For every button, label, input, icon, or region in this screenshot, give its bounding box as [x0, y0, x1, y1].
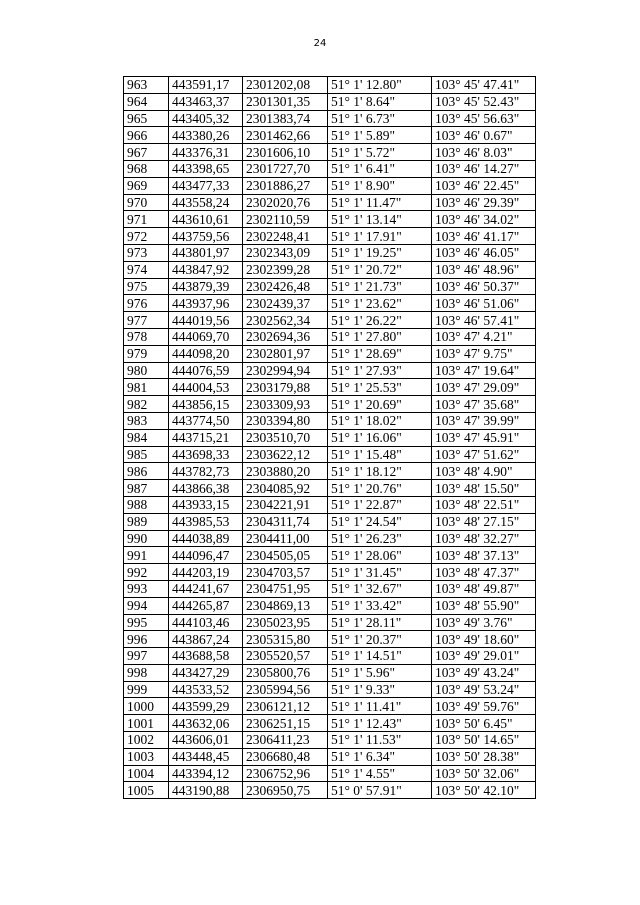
table-row	[124, 698, 536, 715]
y-coordinate-cell: 2303309,93	[243, 396, 328, 413]
y-coordinate-cell: 2301301,35	[243, 93, 328, 110]
point-number-cell: 1003	[124, 748, 169, 765]
point-number-cell: 983	[124, 412, 169, 429]
latitude-cell: 51° 1' 19.25"	[328, 244, 432, 261]
point-number-cell: 975	[124, 278, 169, 295]
latitude-cell: 51° 1' 20.72"	[328, 261, 432, 278]
longitude-cell: 103° 48' 49.87"	[432, 580, 536, 597]
table-row	[124, 446, 536, 463]
longitude-cell: 103° 49' 3.76"	[432, 614, 536, 631]
y-coordinate-cell: 2302020,76	[243, 194, 328, 211]
table-row	[124, 93, 536, 110]
x-coordinate-cell: 443558,24	[169, 194, 243, 211]
longitude-cell: 103° 46' 48.96"	[432, 261, 536, 278]
y-coordinate-cell: 2303622,12	[243, 446, 328, 463]
table-row	[124, 782, 536, 799]
latitude-cell: 51° 1' 14.51"	[328, 648, 432, 665]
table-row	[124, 345, 536, 362]
y-coordinate-cell: 2302399,28	[243, 261, 328, 278]
table-row	[124, 648, 536, 665]
table-row	[124, 396, 536, 413]
table-row	[124, 429, 536, 446]
x-coordinate-cell: 443866,38	[169, 480, 243, 497]
x-coordinate-cell: 444076,59	[169, 362, 243, 379]
x-coordinate-cell: 443632,06	[169, 715, 243, 732]
y-coordinate-cell: 2305994,56	[243, 681, 328, 698]
table-row	[124, 463, 536, 480]
point-number-cell: 979	[124, 345, 169, 362]
longitude-cell: 103° 46' 14.27"	[432, 160, 536, 177]
y-coordinate-cell: 2304411,00	[243, 530, 328, 547]
table-row	[124, 160, 536, 177]
longitude-cell: 103° 47' 19.64"	[432, 362, 536, 379]
longitude-cell: 103° 45' 56.63"	[432, 110, 536, 127]
latitude-cell: 51° 1' 11.53"	[328, 732, 432, 749]
table-row	[124, 664, 536, 681]
x-coordinate-cell: 443405,32	[169, 110, 243, 127]
x-coordinate-cell: 444019,56	[169, 312, 243, 329]
table-row	[124, 177, 536, 194]
longitude-cell: 103° 46' 50.37"	[432, 278, 536, 295]
latitude-cell: 51° 1' 12.43"	[328, 715, 432, 732]
table-row	[124, 748, 536, 765]
x-coordinate-cell: 443847,92	[169, 261, 243, 278]
latitude-cell: 51° 1' 18.12"	[328, 463, 432, 480]
y-coordinate-cell: 2302801,97	[243, 345, 328, 362]
y-coordinate-cell: 2303394,80	[243, 412, 328, 429]
x-coordinate-cell: 444038,89	[169, 530, 243, 547]
longitude-cell: 103° 46' 41.17"	[432, 228, 536, 245]
point-number-cell: 985	[124, 446, 169, 463]
y-coordinate-cell: 2304311,74	[243, 513, 328, 530]
y-coordinate-cell: 2302694,36	[243, 328, 328, 345]
point-number-cell: 988	[124, 496, 169, 513]
x-coordinate-cell: 443985,53	[169, 513, 243, 530]
table-row	[124, 496, 536, 513]
latitude-cell: 51° 1' 13.14"	[328, 211, 432, 228]
longitude-cell: 103° 48' 55.90"	[432, 597, 536, 614]
longitude-cell: 103° 48' 37.13"	[432, 547, 536, 564]
longitude-cell: 103° 49' 59.76"	[432, 698, 536, 715]
x-coordinate-cell: 443463,37	[169, 93, 243, 110]
latitude-cell: 51° 1' 15.48"	[328, 446, 432, 463]
longitude-cell: 103° 45' 47.41"	[432, 77, 536, 94]
point-number-cell: 978	[124, 328, 169, 345]
point-number-cell: 991	[124, 547, 169, 564]
coordinates-table	[123, 76, 536, 799]
x-coordinate-cell: 444265,87	[169, 597, 243, 614]
point-number-cell: 965	[124, 110, 169, 127]
y-coordinate-cell: 2302994,94	[243, 362, 328, 379]
latitude-cell: 51° 1' 26.23"	[328, 530, 432, 547]
x-coordinate-cell: 443606,01	[169, 732, 243, 749]
y-coordinate-cell: 2302110,59	[243, 211, 328, 228]
latitude-cell: 51° 1' 25.53"	[328, 379, 432, 396]
point-number-cell: 968	[124, 160, 169, 177]
longitude-cell: 103° 46' 8.03"	[432, 144, 536, 161]
point-number-cell: 995	[124, 614, 169, 631]
table-row	[124, 480, 536, 497]
point-number-cell: 997	[124, 648, 169, 665]
table-row	[124, 530, 536, 547]
table-row	[124, 715, 536, 732]
x-coordinate-cell: 443394,12	[169, 765, 243, 782]
point-number-cell: 1004	[124, 765, 169, 782]
y-coordinate-cell: 2304085,92	[243, 480, 328, 497]
longitude-cell: 103° 50' 28.38"	[432, 748, 536, 765]
longitude-cell: 103° 50' 6.45"	[432, 715, 536, 732]
y-coordinate-cell: 2302439,37	[243, 295, 328, 312]
table-row	[124, 312, 536, 329]
y-coordinate-cell: 2302248,41	[243, 228, 328, 245]
table-row	[124, 580, 536, 597]
latitude-cell: 51° 1' 4.55"	[328, 765, 432, 782]
x-coordinate-cell: 443856,15	[169, 396, 243, 413]
x-coordinate-cell: 444103,46	[169, 614, 243, 631]
longitude-cell: 103° 46' 46.05"	[432, 244, 536, 261]
table-row	[124, 362, 536, 379]
point-number-cell: 989	[124, 513, 169, 530]
point-number-cell: 972	[124, 228, 169, 245]
table-row	[124, 194, 536, 211]
y-coordinate-cell: 2301727,70	[243, 160, 328, 177]
y-coordinate-cell: 2304869,13	[243, 597, 328, 614]
latitude-cell: 51° 1' 33.42"	[328, 597, 432, 614]
y-coordinate-cell: 2303179,88	[243, 379, 328, 396]
latitude-cell: 51° 1' 6.34"	[328, 748, 432, 765]
longitude-cell: 103° 47' 45.91"	[432, 429, 536, 446]
x-coordinate-cell: 444203,19	[169, 564, 243, 581]
point-number-cell: 971	[124, 211, 169, 228]
y-coordinate-cell: 2301202,08	[243, 77, 328, 94]
x-coordinate-cell: 443190,88	[169, 782, 243, 799]
latitude-cell: 51° 1' 21.73"	[328, 278, 432, 295]
x-coordinate-cell: 443879,39	[169, 278, 243, 295]
page-number: 24	[313, 38, 327, 49]
y-coordinate-cell: 2302426,48	[243, 278, 328, 295]
latitude-cell: 51° 1' 8.64"	[328, 93, 432, 110]
coordinates-table-body	[124, 77, 536, 799]
latitude-cell: 51° 1' 27.80"	[328, 328, 432, 345]
table-row	[124, 228, 536, 245]
x-coordinate-cell: 444096,47	[169, 547, 243, 564]
latitude-cell: 51° 1' 5.89"	[328, 127, 432, 144]
longitude-cell: 103° 48' 47.37"	[432, 564, 536, 581]
y-coordinate-cell: 2306752,96	[243, 765, 328, 782]
x-coordinate-cell: 443398,65	[169, 160, 243, 177]
point-number-cell: 1002	[124, 732, 169, 749]
latitude-cell: 51° 1' 18.02"	[328, 412, 432, 429]
x-coordinate-cell: 443448,45	[169, 748, 243, 765]
latitude-cell: 51° 1' 24.54"	[328, 513, 432, 530]
latitude-cell: 51° 1' 20.69"	[328, 396, 432, 413]
longitude-cell: 103° 47' 35.68"	[432, 396, 536, 413]
y-coordinate-cell: 2302343,09	[243, 244, 328, 261]
y-coordinate-cell: 2303880,20	[243, 463, 328, 480]
longitude-cell: 103° 47' 9.75"	[432, 345, 536, 362]
latitude-cell: 51° 1' 31.45"	[328, 564, 432, 581]
y-coordinate-cell: 2306411,23	[243, 732, 328, 749]
x-coordinate-cell: 444069,70	[169, 328, 243, 345]
y-coordinate-cell: 2305800,76	[243, 664, 328, 681]
longitude-cell: 103° 46' 57.41"	[432, 312, 536, 329]
point-number-cell: 967	[124, 144, 169, 161]
point-number-cell: 1005	[124, 782, 169, 799]
x-coordinate-cell: 443376,31	[169, 144, 243, 161]
y-coordinate-cell: 2302562,34	[243, 312, 328, 329]
point-number-cell: 980	[124, 362, 169, 379]
table-row	[124, 211, 536, 228]
y-coordinate-cell: 2305315,80	[243, 631, 328, 648]
x-coordinate-cell: 443380,26	[169, 127, 243, 144]
y-coordinate-cell: 2301462,66	[243, 127, 328, 144]
y-coordinate-cell: 2306950,75	[243, 782, 328, 799]
latitude-cell: 51° 1' 23.62"	[328, 295, 432, 312]
table-row	[124, 547, 536, 564]
point-number-cell: 966	[124, 127, 169, 144]
x-coordinate-cell: 443533,52	[169, 681, 243, 698]
x-coordinate-cell: 443599,29	[169, 698, 243, 715]
longitude-cell: 103° 47' 4.21"	[432, 328, 536, 345]
longitude-cell: 103° 46' 0.67"	[432, 127, 536, 144]
longitude-cell: 103° 46' 34.02"	[432, 211, 536, 228]
point-number-cell: 1000	[124, 698, 169, 715]
point-number-cell: 981	[124, 379, 169, 396]
latitude-cell: 51° 1' 20.37"	[328, 631, 432, 648]
point-number-cell: 970	[124, 194, 169, 211]
point-number-cell: 977	[124, 312, 169, 329]
y-coordinate-cell: 2306680,48	[243, 748, 328, 765]
longitude-cell: 103° 49' 18.60"	[432, 631, 536, 648]
x-coordinate-cell: 444004,53	[169, 379, 243, 396]
x-coordinate-cell: 443688,58	[169, 648, 243, 665]
latitude-cell: 51° 1' 26.22"	[328, 312, 432, 329]
latitude-cell: 51° 1' 8.90"	[328, 177, 432, 194]
y-coordinate-cell: 2303510,70	[243, 429, 328, 446]
x-coordinate-cell: 443427,29	[169, 664, 243, 681]
latitude-cell: 51° 1' 6.41"	[328, 160, 432, 177]
point-number-cell: 973	[124, 244, 169, 261]
longitude-cell: 103° 47' 51.62"	[432, 446, 536, 463]
latitude-cell: 51° 1' 28.06"	[328, 547, 432, 564]
longitude-cell: 103° 49' 53.24"	[432, 681, 536, 698]
table-row	[124, 412, 536, 429]
x-coordinate-cell: 443867,24	[169, 631, 243, 648]
longitude-cell: 103° 46' 51.06"	[432, 295, 536, 312]
latitude-cell: 51° 1' 20.76"	[328, 480, 432, 497]
table-row	[124, 765, 536, 782]
longitude-cell: 103° 47' 29.09"	[432, 379, 536, 396]
longitude-cell: 103° 48' 27.15"	[432, 513, 536, 530]
latitude-cell: 51° 1' 9.33"	[328, 681, 432, 698]
latitude-cell: 51° 1' 11.47"	[328, 194, 432, 211]
point-number-cell: 998	[124, 664, 169, 681]
longitude-cell: 103° 50' 42.10"	[432, 782, 536, 799]
longitude-cell: 103° 45' 52.43"	[432, 93, 536, 110]
point-number-cell: 964	[124, 93, 169, 110]
x-coordinate-cell: 443698,33	[169, 446, 243, 463]
x-coordinate-cell: 443782,73	[169, 463, 243, 480]
latitude-cell: 51° 1' 5.96"	[328, 664, 432, 681]
x-coordinate-cell: 443774,50	[169, 412, 243, 429]
table-row	[124, 77, 536, 94]
longitude-cell: 103° 48' 32.27"	[432, 530, 536, 547]
longitude-cell: 103° 48' 15.50"	[432, 480, 536, 497]
x-coordinate-cell: 443759,56	[169, 228, 243, 245]
x-coordinate-cell: 443933,15	[169, 496, 243, 513]
y-coordinate-cell: 2304505,05	[243, 547, 328, 564]
table-row	[124, 564, 536, 581]
longitude-cell: 103° 49' 29.01"	[432, 648, 536, 665]
table-row	[124, 513, 536, 530]
latitude-cell: 51° 1' 16.06"	[328, 429, 432, 446]
point-number-cell: 992	[124, 564, 169, 581]
y-coordinate-cell: 2306251,15	[243, 715, 328, 732]
longitude-cell: 103° 50' 32.06"	[432, 765, 536, 782]
table-row	[124, 278, 536, 295]
y-coordinate-cell: 2306121,12	[243, 698, 328, 715]
y-coordinate-cell: 2301606,10	[243, 144, 328, 161]
latitude-cell: 51° 1' 12.80"	[328, 77, 432, 94]
y-coordinate-cell: 2301383,74	[243, 110, 328, 127]
table-row	[124, 295, 536, 312]
latitude-cell: 51° 1' 27.93"	[328, 362, 432, 379]
x-coordinate-cell: 443591,17	[169, 77, 243, 94]
point-number-cell: 990	[124, 530, 169, 547]
y-coordinate-cell: 2305520,57	[243, 648, 328, 665]
table-row	[124, 597, 536, 614]
table-row	[124, 379, 536, 396]
latitude-cell: 51° 1' 28.69"	[328, 345, 432, 362]
table-row	[124, 127, 536, 144]
y-coordinate-cell: 2304221,91	[243, 496, 328, 513]
table-row	[124, 144, 536, 161]
point-number-cell: 993	[124, 580, 169, 597]
point-number-cell: 996	[124, 631, 169, 648]
longitude-cell: 103° 50' 14.65"	[432, 732, 536, 749]
x-coordinate-cell: 444098,20	[169, 345, 243, 362]
longitude-cell: 103° 46' 29.39"	[432, 194, 536, 211]
y-coordinate-cell: 2305023,95	[243, 614, 328, 631]
x-coordinate-cell: 443801,97	[169, 244, 243, 261]
latitude-cell: 51° 1' 22.87"	[328, 496, 432, 513]
point-number-cell: 963	[124, 77, 169, 94]
x-coordinate-cell: 444241,67	[169, 580, 243, 597]
table-row	[124, 328, 536, 345]
point-number-cell: 982	[124, 396, 169, 413]
point-number-cell: 994	[124, 597, 169, 614]
latitude-cell: 51° 1' 28.11"	[328, 614, 432, 631]
x-coordinate-cell: 443937,96	[169, 295, 243, 312]
point-number-cell: 999	[124, 681, 169, 698]
longitude-cell: 103° 49' 43.24"	[432, 664, 536, 681]
table-row	[124, 244, 536, 261]
x-coordinate-cell: 443610,61	[169, 211, 243, 228]
latitude-cell: 51° 1' 5.72"	[328, 144, 432, 161]
x-coordinate-cell: 443715,21	[169, 429, 243, 446]
table-row	[124, 110, 536, 127]
y-coordinate-cell: 2301886,27	[243, 177, 328, 194]
latitude-cell: 51° 1' 6.73"	[328, 110, 432, 127]
latitude-cell: 51° 1' 32.67"	[328, 580, 432, 597]
point-number-cell: 974	[124, 261, 169, 278]
point-number-cell: 1001	[124, 715, 169, 732]
x-coordinate-cell: 443477,33	[169, 177, 243, 194]
latitude-cell: 51° 0' 57.91"	[328, 782, 432, 799]
point-number-cell: 986	[124, 463, 169, 480]
table-row	[124, 732, 536, 749]
point-number-cell: 987	[124, 480, 169, 497]
table-row	[124, 631, 536, 648]
table-row	[124, 614, 536, 631]
y-coordinate-cell: 2304703,57	[243, 564, 328, 581]
point-number-cell: 976	[124, 295, 169, 312]
latitude-cell: 51° 1' 17.91"	[328, 228, 432, 245]
table-row	[124, 261, 536, 278]
point-number-cell: 969	[124, 177, 169, 194]
table-row	[124, 681, 536, 698]
longitude-cell: 103° 48' 22.51"	[432, 496, 536, 513]
y-coordinate-cell: 2304751,95	[243, 580, 328, 597]
point-number-cell: 984	[124, 429, 169, 446]
longitude-cell: 103° 48' 4.90"	[432, 463, 536, 480]
latitude-cell: 51° 1' 11.41"	[328, 698, 432, 715]
longitude-cell: 103° 47' 39.99"	[432, 412, 536, 429]
longitude-cell: 103° 46' 22.45"	[432, 177, 536, 194]
